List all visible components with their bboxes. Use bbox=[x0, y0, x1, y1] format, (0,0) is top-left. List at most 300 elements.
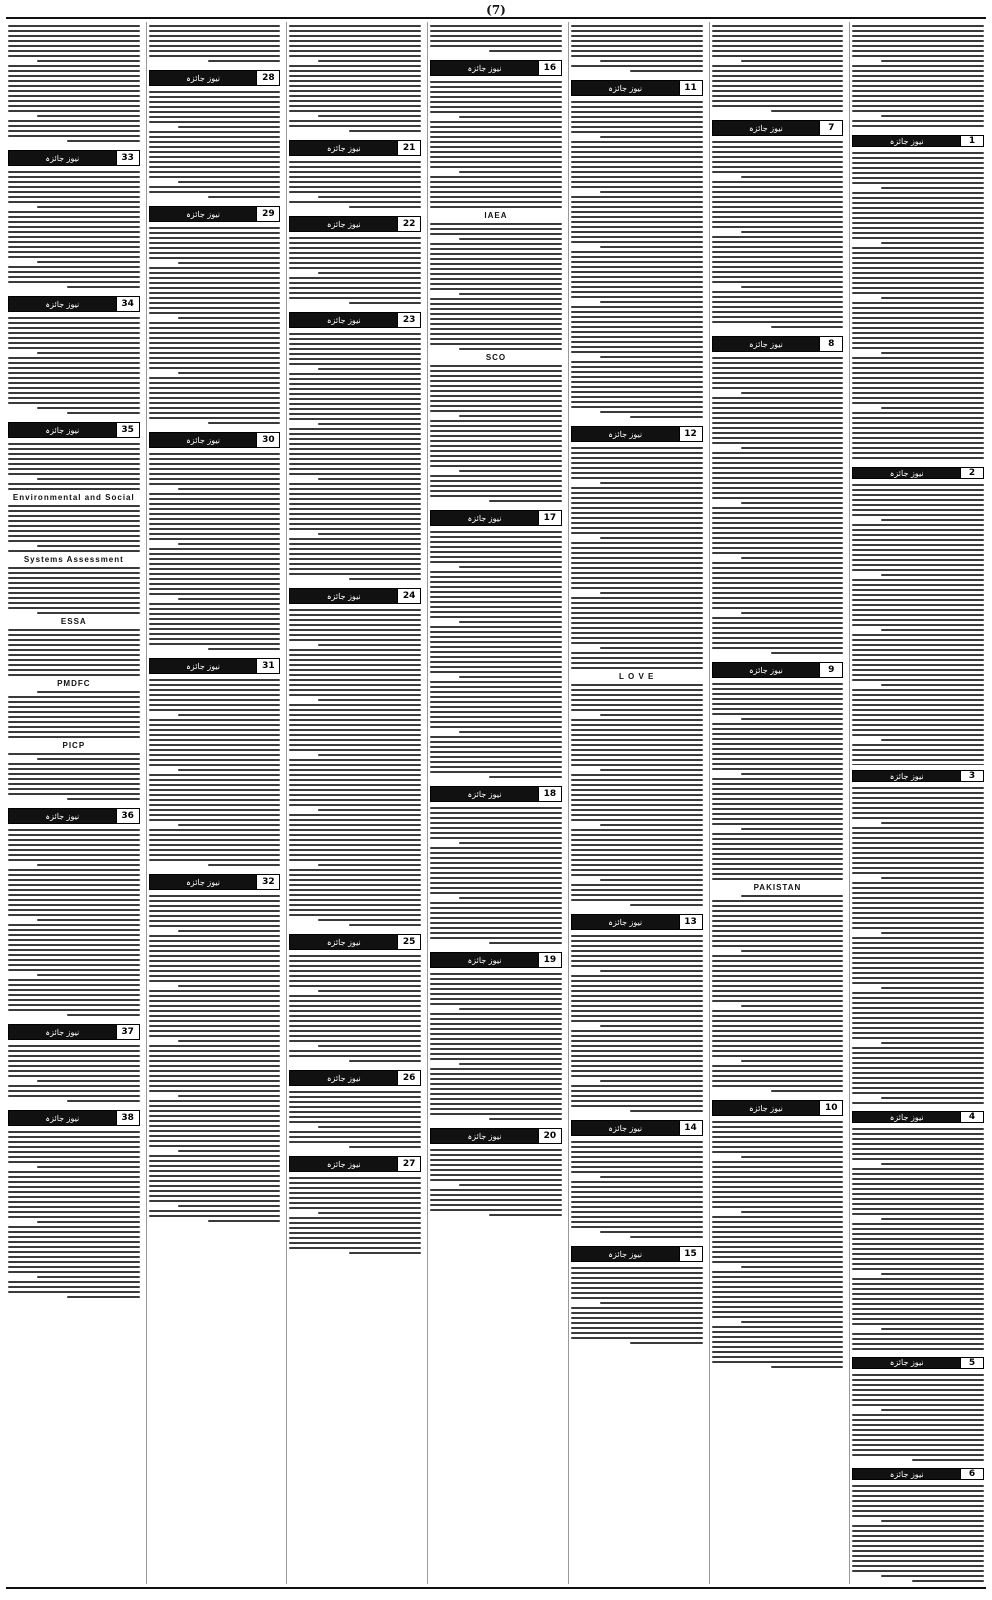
text-line bbox=[8, 854, 140, 856]
text-line bbox=[289, 30, 421, 32]
text-line bbox=[430, 425, 562, 427]
text-line bbox=[289, 45, 421, 47]
text-line bbox=[571, 1161, 703, 1163]
text-line bbox=[8, 196, 140, 198]
text-line bbox=[430, 1204, 562, 1206]
text-line bbox=[289, 383, 421, 385]
text-line bbox=[430, 268, 562, 270]
text-line bbox=[289, 166, 421, 168]
text-line bbox=[571, 774, 703, 776]
text-line bbox=[8, 342, 140, 344]
text-line bbox=[571, 1100, 703, 1102]
text-line bbox=[8, 347, 140, 349]
text-line bbox=[289, 161, 421, 163]
text-line bbox=[571, 226, 703, 228]
text-line bbox=[571, 622, 703, 624]
text-line bbox=[571, 266, 703, 268]
text-line bbox=[430, 333, 562, 335]
story-body bbox=[8, 168, 140, 291]
story-body bbox=[712, 22, 844, 115]
text-line bbox=[712, 1025, 844, 1027]
text-line bbox=[852, 1439, 984, 1441]
text-line bbox=[712, 367, 844, 369]
text-line bbox=[712, 487, 844, 489]
text-line bbox=[571, 151, 703, 153]
text-line bbox=[571, 176, 703, 178]
text-line bbox=[852, 1298, 984, 1300]
story-number: 8 bbox=[819, 337, 842, 351]
text-line bbox=[571, 884, 703, 886]
text-line bbox=[8, 176, 140, 178]
text-line bbox=[149, 1075, 281, 1077]
story-body bbox=[430, 1146, 562, 1219]
text-line bbox=[712, 261, 844, 263]
story-body bbox=[571, 932, 703, 1115]
text-line bbox=[712, 80, 844, 82]
story-tag: نیوز جائزہ bbox=[290, 935, 397, 949]
story-number: 29 bbox=[256, 207, 279, 221]
text-line bbox=[852, 1449, 984, 1451]
text-line bbox=[37, 864, 140, 866]
text-line bbox=[37, 691, 140, 693]
text-line bbox=[852, 347, 984, 349]
text-line bbox=[149, 503, 281, 505]
text-line bbox=[571, 1337, 703, 1339]
text-line bbox=[430, 151, 562, 153]
text-line bbox=[149, 247, 281, 249]
text-line bbox=[571, 211, 703, 213]
story-33 bbox=[8, 148, 140, 291]
text-line bbox=[852, 729, 984, 731]
text-line bbox=[571, 126, 703, 128]
text-line bbox=[430, 807, 562, 809]
story-number: 37 bbox=[116, 1025, 139, 1039]
text-line bbox=[571, 1005, 703, 1007]
story-number: 25 bbox=[397, 935, 420, 949]
text-line bbox=[349, 130, 421, 132]
story-body bbox=[571, 1138, 703, 1241]
text-line bbox=[8, 30, 140, 32]
text-line bbox=[67, 286, 139, 288]
text-line bbox=[430, 395, 562, 397]
story-tag: نیوز جائزہ bbox=[150, 433, 257, 447]
text-line bbox=[149, 844, 281, 846]
text-line bbox=[289, 789, 421, 791]
text-line bbox=[571, 296, 703, 298]
text-line bbox=[430, 445, 562, 447]
text-line bbox=[712, 547, 844, 549]
text-line bbox=[430, 817, 562, 819]
text-line bbox=[571, 642, 703, 644]
text-line bbox=[571, 955, 703, 957]
text-line bbox=[571, 101, 703, 103]
story-continued bbox=[149, 22, 281, 65]
text-line bbox=[430, 716, 562, 718]
text-line bbox=[430, 196, 562, 198]
text-line bbox=[430, 771, 562, 773]
text-line bbox=[430, 872, 562, 874]
story-31 bbox=[149, 656, 281, 869]
text-line bbox=[8, 1236, 140, 1238]
text-line bbox=[852, 1208, 984, 1210]
text-line bbox=[8, 90, 140, 92]
story-number: 35 bbox=[116, 423, 139, 437]
text-line bbox=[712, 853, 844, 855]
text-line bbox=[881, 629, 984, 631]
story-22 bbox=[289, 214, 421, 307]
text-line bbox=[289, 553, 421, 555]
text-line bbox=[289, 639, 421, 641]
text-line bbox=[712, 900, 844, 902]
text-line bbox=[149, 528, 281, 530]
text-line bbox=[852, 1384, 984, 1386]
story-number: 7 bbox=[819, 121, 842, 135]
text-line bbox=[149, 694, 281, 696]
text-line bbox=[571, 799, 703, 801]
text-line bbox=[852, 1545, 984, 1547]
text-line bbox=[712, 873, 844, 875]
text-line bbox=[852, 422, 984, 424]
text-line bbox=[712, 1201, 844, 1203]
text-line bbox=[430, 932, 562, 934]
story-tag: نیوز جائزہ bbox=[853, 136, 960, 146]
text-line bbox=[852, 1419, 984, 1421]
text-line bbox=[8, 1141, 140, 1143]
text-line bbox=[8, 849, 140, 851]
text-line bbox=[289, 719, 421, 721]
text-line bbox=[571, 839, 703, 841]
text-line bbox=[741, 502, 844, 504]
text-line bbox=[571, 704, 703, 706]
text-line bbox=[430, 465, 562, 467]
text-line bbox=[149, 779, 281, 781]
text-line bbox=[430, 1108, 562, 1110]
text-line bbox=[571, 65, 703, 67]
text-line bbox=[289, 849, 421, 851]
text-line bbox=[571, 271, 703, 273]
story-number: 38 bbox=[116, 1111, 139, 1125]
text-line bbox=[571, 45, 703, 47]
text-line bbox=[712, 843, 844, 845]
text-line bbox=[430, 121, 562, 123]
text-line bbox=[37, 352, 140, 354]
text-line bbox=[571, 1272, 703, 1274]
text-line bbox=[571, 1206, 703, 1208]
latin-text: IAEA bbox=[484, 211, 508, 220]
text-line bbox=[741, 176, 844, 178]
text-line bbox=[289, 619, 421, 621]
text-line bbox=[571, 864, 703, 866]
text-line bbox=[852, 182, 984, 184]
text-line bbox=[430, 892, 562, 894]
text-line bbox=[430, 988, 562, 990]
text-line bbox=[8, 372, 140, 374]
text-line bbox=[571, 694, 703, 696]
story-tag: نیوز جائزہ bbox=[713, 121, 820, 135]
text-line bbox=[149, 312, 281, 314]
latin-text: ESSA bbox=[60, 617, 87, 626]
text-line bbox=[852, 327, 984, 329]
text-line bbox=[8, 505, 140, 507]
text-line bbox=[712, 196, 844, 198]
text-line bbox=[852, 1102, 984, 1104]
text-line bbox=[8, 402, 140, 404]
text-line bbox=[149, 1175, 281, 1177]
text-line bbox=[430, 1028, 562, 1030]
text-line bbox=[741, 60, 844, 62]
text-line bbox=[149, 96, 281, 98]
text-line bbox=[712, 1261, 844, 1263]
text-line bbox=[712, 818, 844, 820]
text-line bbox=[771, 652, 843, 654]
text-line bbox=[8, 639, 140, 641]
story-20 bbox=[430, 1126, 562, 1219]
text-line bbox=[318, 533, 421, 535]
text-line bbox=[571, 206, 703, 208]
text-line bbox=[852, 644, 984, 646]
text-line bbox=[289, 970, 421, 972]
text-line bbox=[571, 1327, 703, 1329]
text-line bbox=[8, 1176, 140, 1178]
text-line bbox=[430, 1179, 562, 1181]
text-line bbox=[712, 910, 844, 912]
text-line bbox=[712, 1040, 844, 1042]
text-line bbox=[852, 1268, 984, 1270]
text-line bbox=[318, 754, 421, 756]
text-line bbox=[8, 332, 140, 334]
text-line bbox=[8, 1286, 140, 1288]
text-line bbox=[289, 874, 421, 876]
text-line bbox=[852, 152, 984, 154]
story-tag: نیوز جائزہ bbox=[290, 141, 397, 155]
text-line bbox=[852, 659, 984, 661]
text-line bbox=[37, 1221, 140, 1223]
story-tag: نیوز جائزہ bbox=[713, 337, 820, 351]
text-line bbox=[712, 1010, 844, 1012]
text-line bbox=[852, 202, 984, 204]
text-line bbox=[37, 974, 140, 976]
text-line bbox=[571, 532, 703, 534]
text-line bbox=[430, 601, 562, 603]
text-line bbox=[712, 75, 844, 77]
text-line bbox=[289, 568, 421, 570]
text-line bbox=[712, 1241, 844, 1243]
text-line bbox=[149, 925, 281, 927]
text-line bbox=[318, 644, 421, 646]
text-line bbox=[881, 407, 984, 409]
text-line bbox=[852, 837, 984, 839]
text-line bbox=[430, 278, 562, 280]
text-line bbox=[571, 637, 703, 639]
text-line bbox=[8, 731, 140, 733]
text-line bbox=[8, 1095, 140, 1097]
text-line bbox=[8, 629, 140, 631]
text-line bbox=[149, 915, 281, 917]
text-line bbox=[289, 90, 421, 92]
text-line bbox=[289, 1242, 421, 1244]
text-line bbox=[149, 407, 281, 409]
text-line bbox=[571, 477, 703, 479]
text-line bbox=[289, 779, 421, 781]
text-line bbox=[289, 794, 421, 796]
text-line bbox=[852, 272, 984, 274]
text-line bbox=[571, 754, 703, 756]
text-line bbox=[8, 191, 140, 193]
text-line bbox=[8, 468, 140, 470]
story-tag: نیوز جائزہ bbox=[9, 423, 116, 437]
text-line bbox=[712, 955, 844, 957]
text-line bbox=[571, 396, 703, 398]
text-line bbox=[289, 1015, 421, 1017]
text-line bbox=[852, 332, 984, 334]
text-line bbox=[430, 111, 562, 113]
text-line bbox=[149, 839, 281, 841]
text-line bbox=[571, 1277, 703, 1279]
text-line bbox=[149, 367, 281, 369]
column-6 bbox=[146, 22, 283, 1584]
text-line bbox=[571, 734, 703, 736]
story-10 bbox=[712, 1098, 844, 1371]
text-line bbox=[571, 990, 703, 992]
text-line bbox=[430, 410, 562, 412]
text-line bbox=[712, 823, 844, 825]
text-line bbox=[149, 809, 281, 811]
text-line bbox=[289, 95, 421, 97]
text-line bbox=[852, 1318, 984, 1320]
text-line bbox=[571, 452, 703, 454]
text-line bbox=[149, 744, 281, 746]
text-line bbox=[289, 814, 421, 816]
text-line bbox=[289, 664, 421, 666]
text-line bbox=[430, 365, 562, 367]
text-line bbox=[430, 646, 562, 648]
text-line bbox=[571, 1020, 703, 1022]
text-line bbox=[852, 827, 984, 829]
text-line bbox=[571, 819, 703, 821]
text-line bbox=[852, 362, 984, 364]
text-line bbox=[852, 1288, 984, 1290]
text-line bbox=[430, 902, 562, 904]
text-line bbox=[149, 397, 281, 399]
text-line bbox=[149, 719, 281, 721]
text-line bbox=[149, 940, 281, 942]
story-body bbox=[289, 22, 421, 135]
text-line bbox=[852, 1012, 984, 1014]
text-line bbox=[430, 490, 562, 492]
text-line bbox=[149, 473, 281, 475]
text-line bbox=[430, 440, 562, 442]
text-line bbox=[430, 35, 562, 37]
story-body bbox=[430, 528, 562, 781]
text-line bbox=[8, 322, 140, 324]
text-line bbox=[8, 1211, 140, 1213]
text-line bbox=[149, 518, 281, 520]
text-line bbox=[149, 1130, 281, 1132]
text-line bbox=[881, 297, 984, 299]
story-body bbox=[289, 952, 421, 1065]
text-line bbox=[289, 1106, 421, 1108]
text-line bbox=[289, 1136, 421, 1138]
text-line bbox=[8, 186, 140, 188]
story-tag: نیوز جائزہ bbox=[290, 1157, 397, 1171]
text-line bbox=[571, 291, 703, 293]
text-line bbox=[571, 1060, 703, 1062]
text-line bbox=[430, 1018, 562, 1020]
text-line bbox=[430, 751, 562, 753]
text-line bbox=[712, 141, 844, 143]
text-line bbox=[289, 483, 421, 485]
text-line bbox=[289, 358, 421, 360]
text-line bbox=[571, 567, 703, 569]
text-line bbox=[178, 1205, 281, 1207]
story-header bbox=[8, 422, 140, 438]
story-4 bbox=[852, 1109, 984, 1351]
text-line bbox=[571, 804, 703, 806]
text-line bbox=[8, 634, 140, 636]
text-line bbox=[289, 844, 421, 846]
text-line bbox=[852, 282, 984, 284]
text-line bbox=[712, 357, 844, 359]
text-line bbox=[712, 482, 844, 484]
text-line bbox=[430, 1093, 562, 1095]
text-line bbox=[8, 317, 140, 319]
text-line bbox=[8, 125, 140, 127]
text-line bbox=[712, 1176, 844, 1178]
text-line bbox=[852, 1233, 984, 1235]
text-line bbox=[600, 191, 703, 193]
text-line bbox=[712, 1311, 844, 1313]
text-line bbox=[289, 458, 421, 460]
text-line bbox=[289, 403, 421, 405]
story-body bbox=[571, 444, 703, 909]
text-line bbox=[712, 1361, 844, 1363]
text-line bbox=[712, 723, 844, 725]
text-line bbox=[852, 25, 984, 27]
text-line bbox=[712, 945, 844, 947]
text-line bbox=[178, 714, 281, 716]
text-line bbox=[459, 731, 562, 733]
text-line bbox=[430, 86, 562, 88]
text-line bbox=[8, 382, 140, 384]
text-line bbox=[571, 116, 703, 118]
text-line bbox=[881, 739, 984, 741]
story-header bbox=[712, 336, 844, 352]
text-line bbox=[571, 889, 703, 891]
text-line bbox=[430, 318, 562, 320]
text-line bbox=[571, 472, 703, 474]
story-number: 32 bbox=[256, 875, 279, 889]
text-line bbox=[8, 914, 140, 916]
text-line bbox=[571, 351, 703, 353]
text-line bbox=[712, 1131, 844, 1133]
story-body bbox=[149, 22, 281, 65]
text-line bbox=[600, 1025, 703, 1027]
text-line bbox=[571, 935, 703, 937]
text-line bbox=[852, 1148, 984, 1150]
text-line bbox=[289, 488, 421, 490]
text-line bbox=[571, 281, 703, 283]
text-line bbox=[712, 1221, 844, 1223]
text-line bbox=[852, 277, 984, 279]
text-line bbox=[430, 591, 562, 593]
text-line bbox=[430, 45, 562, 47]
text-line bbox=[149, 960, 281, 962]
text-line bbox=[852, 412, 984, 414]
text-line bbox=[289, 1141, 421, 1143]
text-line bbox=[630, 70, 702, 72]
text-line bbox=[149, 709, 281, 711]
text-line bbox=[149, 935, 281, 937]
